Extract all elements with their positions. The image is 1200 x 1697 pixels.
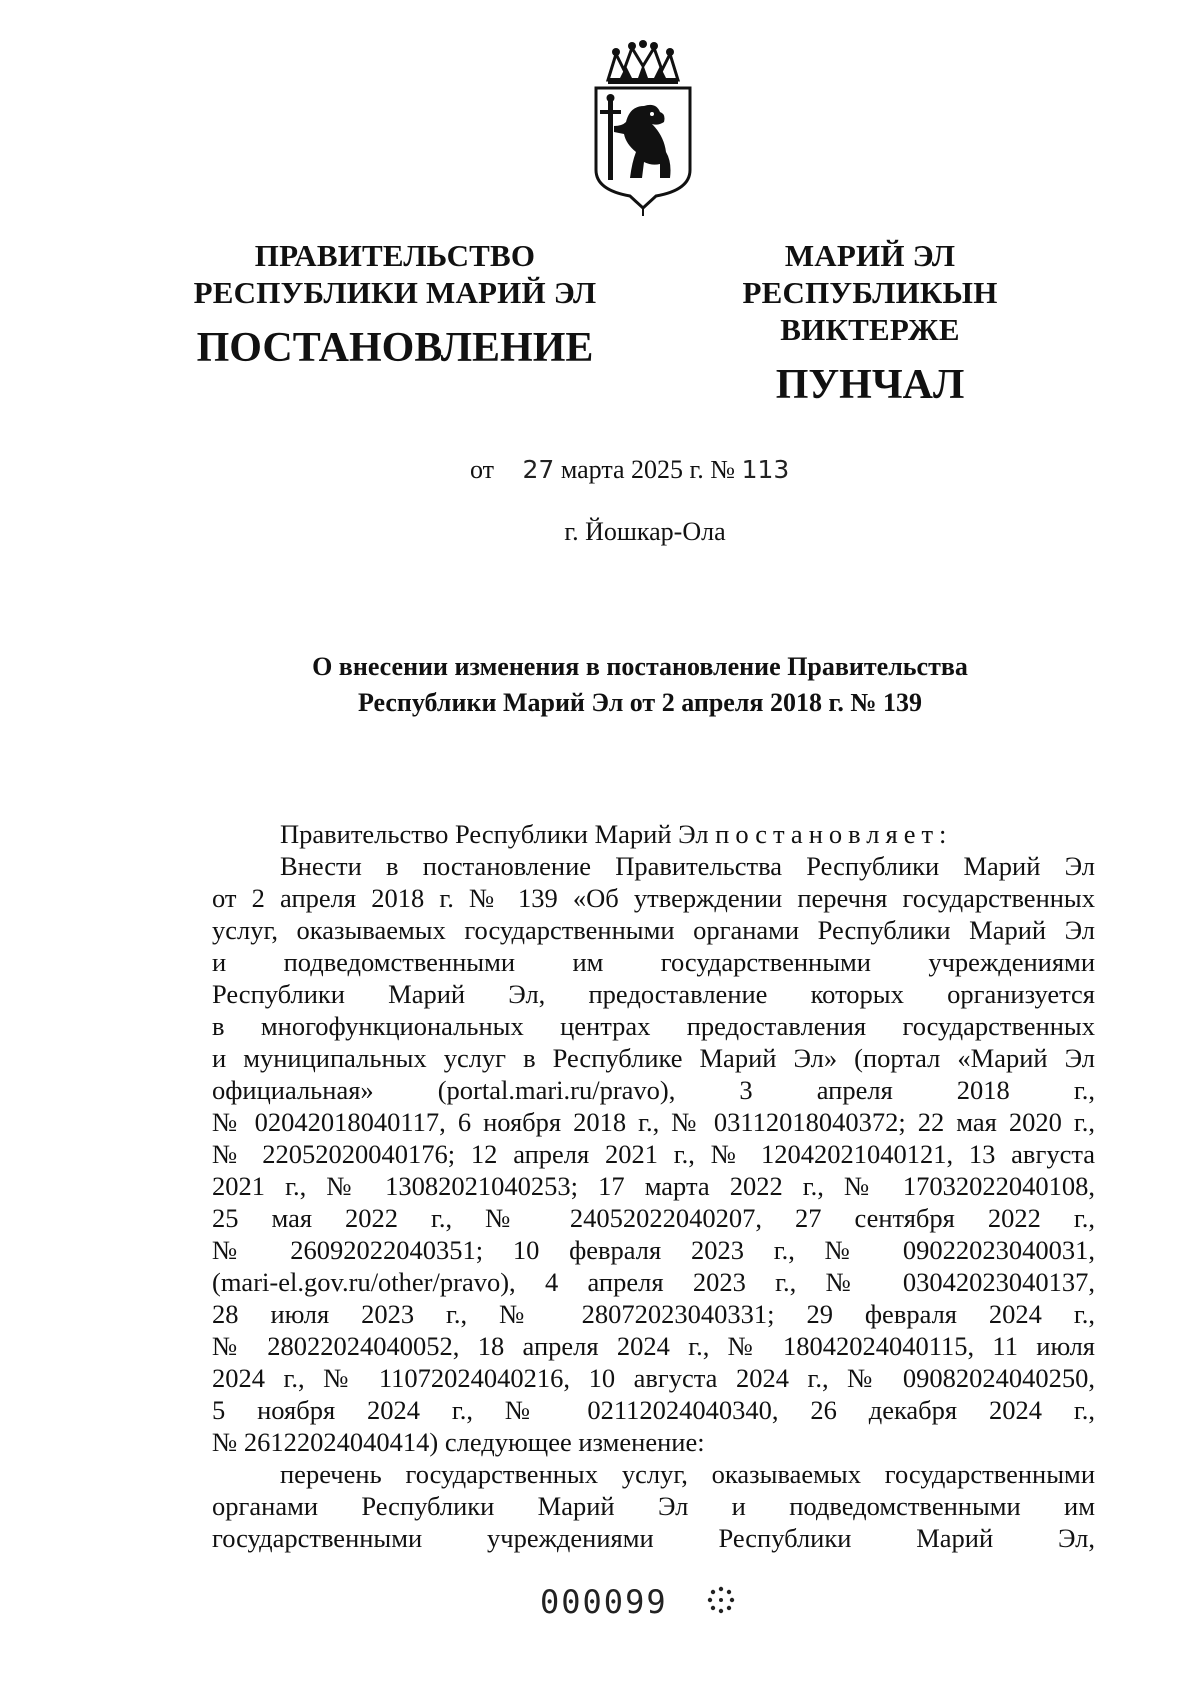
asterisk-mark-icon — [706, 1585, 736, 1615]
header-left-line-2: РЕСПУБЛИКИ МАРИЙ ЭЛ — [193, 275, 597, 310]
intro-spaced: постановляет: — [715, 819, 953, 849]
document-number: 113 — [741, 455, 790, 484]
document-date — [470, 455, 789, 485]
body-line: Республики Марий Эл, предоставление которых организуется — [212, 979, 1095, 1009]
date-month-year: марта 2025 г. № — [560, 455, 736, 484]
header-right-line-2: ВИКТЕРЖЕ — [780, 312, 960, 347]
header-left-line-1: ПРАВИТЕЛЬСТВО — [254, 238, 536, 273]
body-line: от 2 апреля 2018 г. № 139 «Об утверждении перечня государственных — [212, 883, 1095, 913]
body-line: государственными учреждениями Республики Марий Эл, — [212, 1523, 1095, 1553]
blank-serial-number: 000099 — [540, 1583, 668, 1621]
document-city: г. Йошкар-Ола — [564, 517, 726, 546]
document-body — [212, 818, 1095, 1554]
body-intro — [212, 818, 1095, 850]
body-line: официальная» (portal.mari.ru/pravo), 3 апреля 2018 г., — [212, 1075, 1095, 1105]
body-line: № 28022024040052, 18 апреля 2024 г., № 18042024040115, 11 июля — [212, 1331, 1095, 1361]
body-line: 25 мая 2022 г., № 24052022040207, 27 сентября 2022 г., — [212, 1203, 1095, 1233]
body-line: 28 июля 2023 г., № 28072023040331; 29 февраля 2024 г., — [212, 1299, 1095, 1329]
body-line: № 22052020040176; 12 апреля 2021 г., № 12042021040121, 13 августа — [212, 1139, 1095, 1169]
body-line: в многофункциональных центрах предоставления государственных — [212, 1011, 1095, 1041]
header-left — [185, 237, 605, 373]
body-line: и подведомственными им государственными учреждениями — [212, 947, 1095, 977]
document-title — [200, 649, 1080, 721]
title-line-2: Республики Марий Эл от 2 апреля 2018 г. № 139 — [357, 688, 922, 717]
body-line: 2024 г., № 11072024040216, 10 августа 2024 г., № 09082024040250, — [212, 1363, 1095, 1393]
date-prefix: от — [470, 455, 495, 484]
body-line: № 26092022040351; 10 февраля 2023 г., № 09022023040031, — [212, 1235, 1095, 1265]
header-right — [660, 237, 1080, 410]
body-line: (mari-el.gov.ru/other/pravo), 4 апреля 2023 г., № 03042023040137, — [212, 1267, 1095, 1297]
body-line: № 02042018040117, 6 ноября 2018 г., № 03112018040372; 22 мая 2020 г., — [212, 1107, 1095, 1137]
intro-prefix: Правительство Республики Марий Эл — [280, 819, 709, 849]
coat-of-arms-icon — [586, 40, 700, 220]
body-line: 2021 г., № 13082021040253; 17 марта 2022 г., № 17032022040108, — [212, 1171, 1095, 1201]
body-line: Внести в постановление Правительства Республики Марий Эл — [280, 851, 1095, 881]
body-line: 5 ноября 2024 г., № 02112024040340, 26 декабря 2024 г., — [212, 1395, 1095, 1425]
date-day: 27 — [522, 455, 555, 484]
body-line: услуг, оказываемых государственными органами Республики Марий Эл — [212, 915, 1095, 945]
body-line: перечень государственных услуг, оказываемых государственными — [280, 1459, 1095, 1489]
body-line: № 26122024040414) следующее изменение: — [212, 1427, 705, 1457]
body-line: органами Республики Марий Эл и подведомственными им — [212, 1491, 1095, 1521]
body-line: и муниципальных услуг в Республике Марий Эл» (портал «Марий Эл — [212, 1043, 1095, 1073]
header-right-line-1: МАРИЙ ЭЛ РЕСПУБЛИКЫН — [742, 238, 998, 310]
header-right-doc-type: ПУНЧАЛ — [775, 362, 965, 408]
header-left-doc-type: ПОСТАНОВЛЕНИЕ — [196, 325, 594, 371]
title-line-1: О внесении изменения в постановление Правительства — [312, 652, 968, 681]
